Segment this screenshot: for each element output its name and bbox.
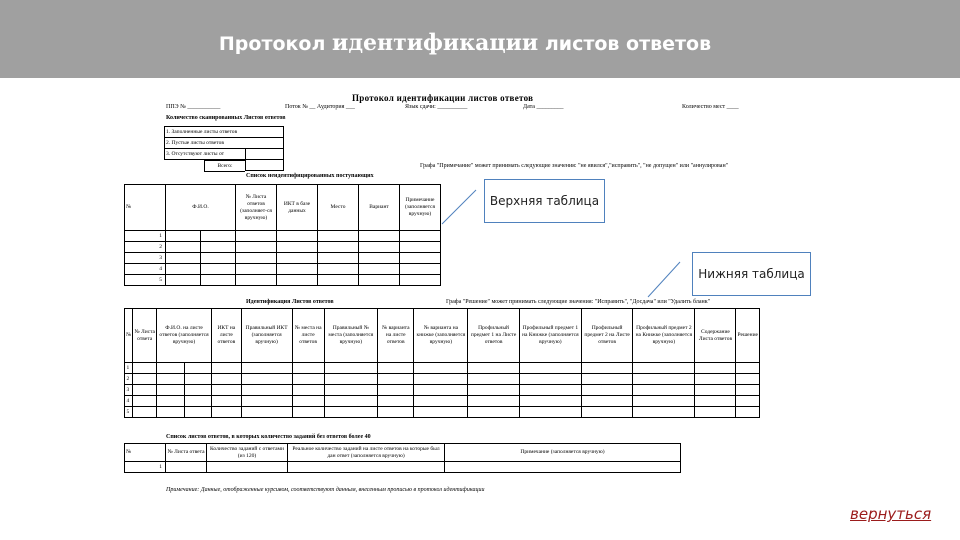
total-label: Всего: — [204, 160, 245, 172]
column-header: Вариант — [359, 185, 400, 231]
row-number: 1 — [125, 231, 166, 242]
upper-table-title: Список неидентифицированных поступающих — [246, 173, 374, 179]
column-header: Профильный предмет 2 на Листе ответов — [581, 309, 632, 363]
lower-table-callout: Нижняя таблица — [692, 252, 811, 296]
column-header: Правильный ИКТ (заполняется вручную) — [241, 309, 292, 363]
row-number: 4 — [125, 396, 133, 407]
upper-note: Графа "Примечание" может принимать следующие значения: "не явился","исправить", "не допущен" или "аннулирован" — [420, 163, 729, 169]
column-header: Примечание (заполняется вручную) — [400, 185, 441, 231]
column-header: № Листа ответов (заполняет-ся вручную) — [236, 185, 277, 231]
column-header: Правильный № места (заполняется вручную) — [324, 309, 377, 363]
footnote: Примечание: Данные, отображенные курсивом, соответствуют данным, внесенным прописью в протокол идентификации — [166, 487, 485, 493]
row-number: 5 — [125, 407, 133, 418]
column-header: № варианта на книжке (заполняется вручную) — [414, 309, 468, 363]
column-header: Профильный предмет 1 на Книжке (заполняется вручную) — [519, 309, 581, 363]
column-header: Количество заданий с ответами (из 120) — [207, 444, 288, 462]
column-header: Профильный предмет 1 на Листе ответов — [468, 309, 519, 363]
row-number: 2 — [125, 242, 166, 253]
row-number: 2 — [125, 374, 133, 385]
column-header: Реальное количество заданий на листе ответов на которые был дан ответ (заполняется вручную) — [288, 444, 445, 462]
row-number: 1 — [125, 462, 166, 473]
date-field: Дата _________ — [523, 104, 564, 110]
row-number: 4 — [125, 264, 166, 275]
exam-language-field: Язык сдачи: __________ — [405, 104, 468, 110]
row-number: 5 — [125, 275, 166, 286]
upper-table-callout: Верхняя таблица — [484, 179, 605, 223]
column-header: № — [125, 185, 166, 231]
lower-callout-line — [648, 262, 680, 297]
count-row: 3. Отсутствуют листы от — [165, 149, 246, 160]
column-header: № Листа ответа — [133, 309, 157, 363]
scanned-count-label: Количество сканированных Листов ответов — [166, 115, 286, 121]
back-link[interactable]: вернуться — [850, 505, 932, 523]
document-title: Протокол идентификации листов ответов — [352, 93, 534, 103]
row-number: 1 — [125, 363, 133, 374]
row-number: 3 — [125, 253, 166, 264]
lower-note: Графа "Решение" может принимать следующие значения: "Исправить", "Досдача" или "Удалить бланк" — [446, 299, 711, 305]
bottom-table-title: Список листов ответов, в которых количество заданий без ответов более 40 — [166, 434, 371, 440]
seat-count-field: Количество мест ____ — [682, 104, 739, 110]
stream-field: Поток № __ Аудитория ___ — [285, 104, 355, 110]
column-header: Место — [318, 185, 359, 231]
column-header: Ф.И.О. на листе ответов (заполняется вручную) — [157, 309, 212, 363]
lower-table-title: Идентификация Листов ответов — [246, 299, 334, 305]
column-header: № места на листе ответов — [292, 309, 324, 363]
column-header: Ф.И.О. — [166, 185, 236, 231]
column-header: № — [125, 444, 166, 462]
column-header: ИКТ на листе ответов — [211, 309, 241, 363]
column-header: Примечание (заполняется вручную) — [445, 444, 681, 462]
column-header: Решение — [736, 309, 760, 363]
column-header: ИКТ в базе данных — [277, 185, 318, 231]
column-header: № — [125, 309, 133, 363]
upper-callout-line — [442, 190, 476, 224]
column-header: Профильный предмет 2 на Книжке (заполняется вручную) — [633, 309, 695, 363]
column-header: Содержание Листа ответов — [695, 309, 736, 363]
count-row: 1. Заполненные листы ответов — [165, 127, 284, 138]
column-header: № Листа ответа — [166, 444, 207, 462]
column-header: № варианта на листе ответов — [378, 309, 414, 363]
ppe-field: ППЭ № ___________ — [166, 104, 221, 110]
slide-title: Протокол идентификации листов ответов — [218, 30, 712, 56]
count-row: 2. Пустые листы ответов — [165, 138, 284, 149]
row-number: 3 — [125, 385, 133, 396]
